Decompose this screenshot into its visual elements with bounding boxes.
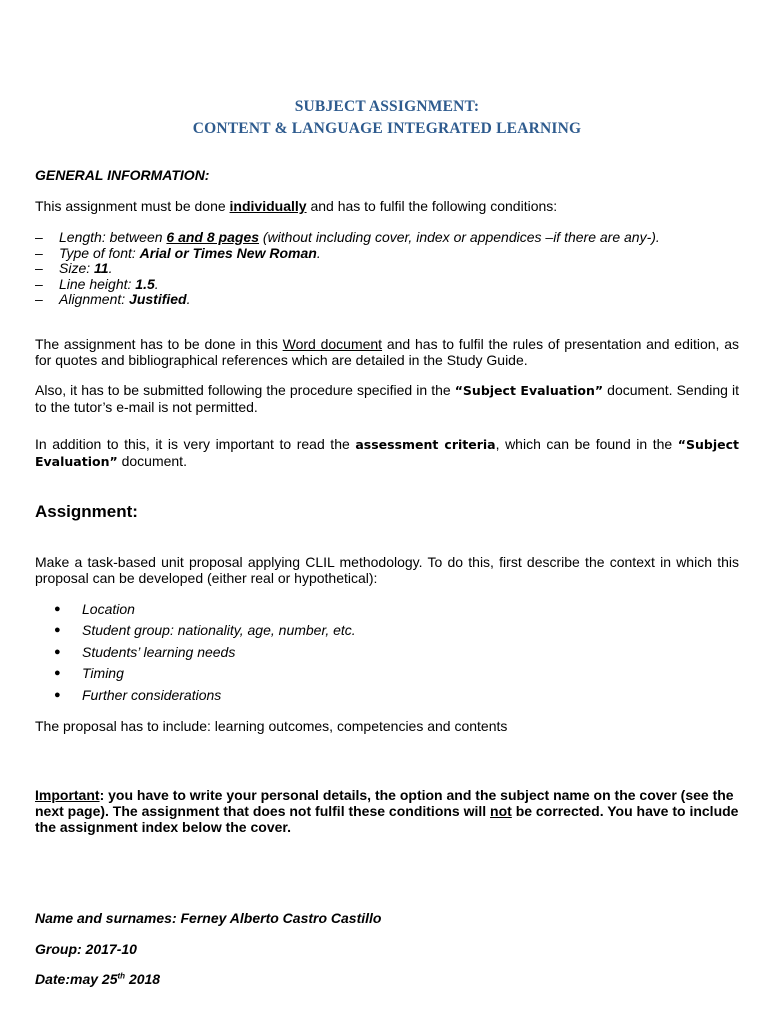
dash-marker: –: [35, 291, 43, 307]
paragraph-bold: “Subject Evaluation”: [454, 383, 604, 398]
important-text: : you have to write your personal details, the option and the subject name on the cover (see the next page). The assignment that does not fulfil these conditions will: [35, 787, 734, 819]
list-item-text: Further considerations: [82, 686, 222, 703]
list-item: [35, 663, 739, 685]
date-text: Date:may 25: [35, 971, 118, 987]
condition-value: 6 and 8 pages: [166, 229, 260, 245]
condition-text: Size:: [59, 260, 95, 276]
condition-text: .: [108, 260, 113, 276]
document-title-line1: SUBJECT ASSIGNMENT:: [294, 98, 480, 115]
list-item-text: Timing: [82, 665, 124, 682]
condition-value: Arial or Times New Roman: [139, 244, 317, 261]
dash-marker: –: [35, 244, 43, 261]
list-item-text: Students’ learning needs: [82, 643, 236, 660]
intro-paragraph: [35, 198, 739, 214]
important-note: [35, 787, 739, 835]
paragraph-assessment: [35, 436, 739, 470]
condition-text: Type of font:: [59, 244, 140, 261]
intro-text-pre: This assignment must be done: [35, 198, 230, 214]
paragraph-bold: “Subject Evaluation”: [35, 437, 740, 469]
important-label: Important: [35, 787, 100, 803]
condition-text: .: [316, 244, 321, 261]
student-name: Name and surnames: Ferney Alberto Castro Castillo: [35, 910, 382, 926]
list-item: [35, 641, 739, 663]
assignment-description: Make a task-based unit proposal applying CLIL methodology. To do this, first describe the context in which this proposal can be developed (either real or hypothetical):: [35, 554, 739, 586]
condition-size: [35, 261, 739, 277]
important-text: be corrected. You have to include the assignment index below the cover.: [35, 803, 739, 835]
condition-text: Alignment:: [59, 291, 130, 307]
date-text: 2018: [125, 971, 161, 987]
intro-text-bold: individually: [229, 198, 307, 214]
condition-text: Line height:: [59, 275, 136, 292]
condition-text: .: [154, 275, 159, 292]
list-item: [35, 684, 739, 706]
context-bullet-list: [35, 598, 739, 706]
paragraph-text: In addition to this, it is very important to read the: [35, 436, 356, 452]
bullet-icon: ●: [54, 602, 61, 615]
assignment-heading: Assignment:: [35, 502, 138, 521]
bullet-icon: ●: [54, 667, 61, 680]
paragraph-text: The assignment has to be done in this: [35, 336, 283, 352]
document-title-line2: CONTENT & LANGUAGE INTEGRATED LEARNING: [192, 120, 582, 137]
list-item-text: Location: [82, 600, 135, 617]
general-info-heading: GENERAL INFORMATION:: [35, 167, 210, 183]
condition-text: Length: between: [59, 229, 167, 245]
dash-marker: –: [35, 275, 43, 292]
paragraph-text: document.: [117, 453, 187, 469]
proposal-requirements: The proposal has to include: learning outcomes, competencies and contents: [35, 718, 508, 734]
paragraph-text: document. Sending it to the tutor’s e-mail is not permitted.: [35, 382, 739, 415]
condition-value: 11: [94, 260, 109, 276]
bullet-icon: ●: [54, 645, 61, 658]
bullet-icon: ●: [54, 624, 61, 637]
condition-length: [35, 230, 739, 246]
important-not: not: [490, 803, 512, 819]
condition-line-height: [35, 277, 739, 293]
paragraph-text: , which can be found in the: [495, 436, 678, 452]
student-group: Group: 2017-10: [35, 941, 137, 957]
list-item: [35, 598, 739, 620]
intro-text-post: and has to fulfil the following conditions:: [306, 198, 558, 214]
paragraph-bold: assessment criteria: [355, 437, 496, 452]
condition-font: [35, 246, 739, 262]
dash-marker: –: [35, 229, 43, 245]
condition-value: 1.5: [135, 275, 155, 292]
list-item: [35, 620, 739, 642]
condition-text: (without including cover, index or appendices –if there are any-).: [259, 229, 660, 245]
paragraph-text: Also, it has to be submitted following the procedure specified in the: [35, 382, 455, 398]
paragraph-word-document: [35, 336, 739, 368]
paragraph-text: and has to fulfil the rules of presentation and edition, as for quotes and bibliographical references which are detailed in the Study Guide.: [35, 336, 739, 368]
condition-text: .: [186, 291, 191, 307]
bullet-icon: ●: [54, 688, 61, 701]
word-document-link[interactable]: Word document: [282, 336, 383, 352]
condition-alignment: [35, 292, 739, 308]
list-item-text: Student group: nationality, age, number, etc.: [82, 622, 356, 639]
condition-value: Justified: [129, 291, 187, 307]
date-superscript: th: [117, 971, 126, 981]
paragraph-submission: [35, 382, 739, 415]
dash-marker: –: [35, 260, 43, 276]
submission-date: [35, 971, 739, 987]
conditions-list: [35, 230, 739, 308]
